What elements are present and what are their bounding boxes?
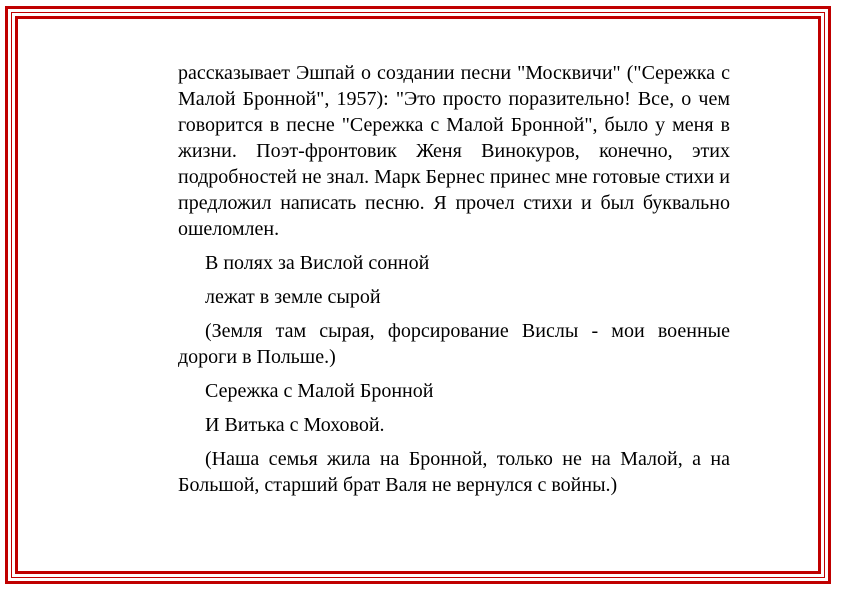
verse-line-1: В полях за Вислой сонной <box>205 252 430 274</box>
paragraph-intro: рассказывает Эшпай о создании песни "Москвичи" ("Сережка с Малой Бронной", 1957): "Это просто поразительно! Все, о чем говорится в песне "Сережка с Малой Бронной", было у меня в жизни. Поэт-фронтовик Женя Винокуров, конечно, этих подробностей не знал. Марк Бернес принес мне готовые стихи и предложил написать песню. Я прочел стихи и был буквально ошеломлен. <box>178 62 730 240</box>
comment-2: (Наша семья жила на Бронной, только не на Малой, а на Большой, старший брат Валя не вернулся с войны.) <box>178 448 730 496</box>
verse-line-4: И Витька с Моховой. <box>205 414 385 436</box>
verse-line-2: лежат в земле сырой <box>205 286 381 308</box>
text-body <box>178 60 730 506</box>
verse-line-3: Сережка с Малой Бронной <box>205 380 434 402</box>
comment-1: (Земля там сырая, форсирование Вислы - мои военные дороги в Польше.) <box>178 320 730 368</box>
